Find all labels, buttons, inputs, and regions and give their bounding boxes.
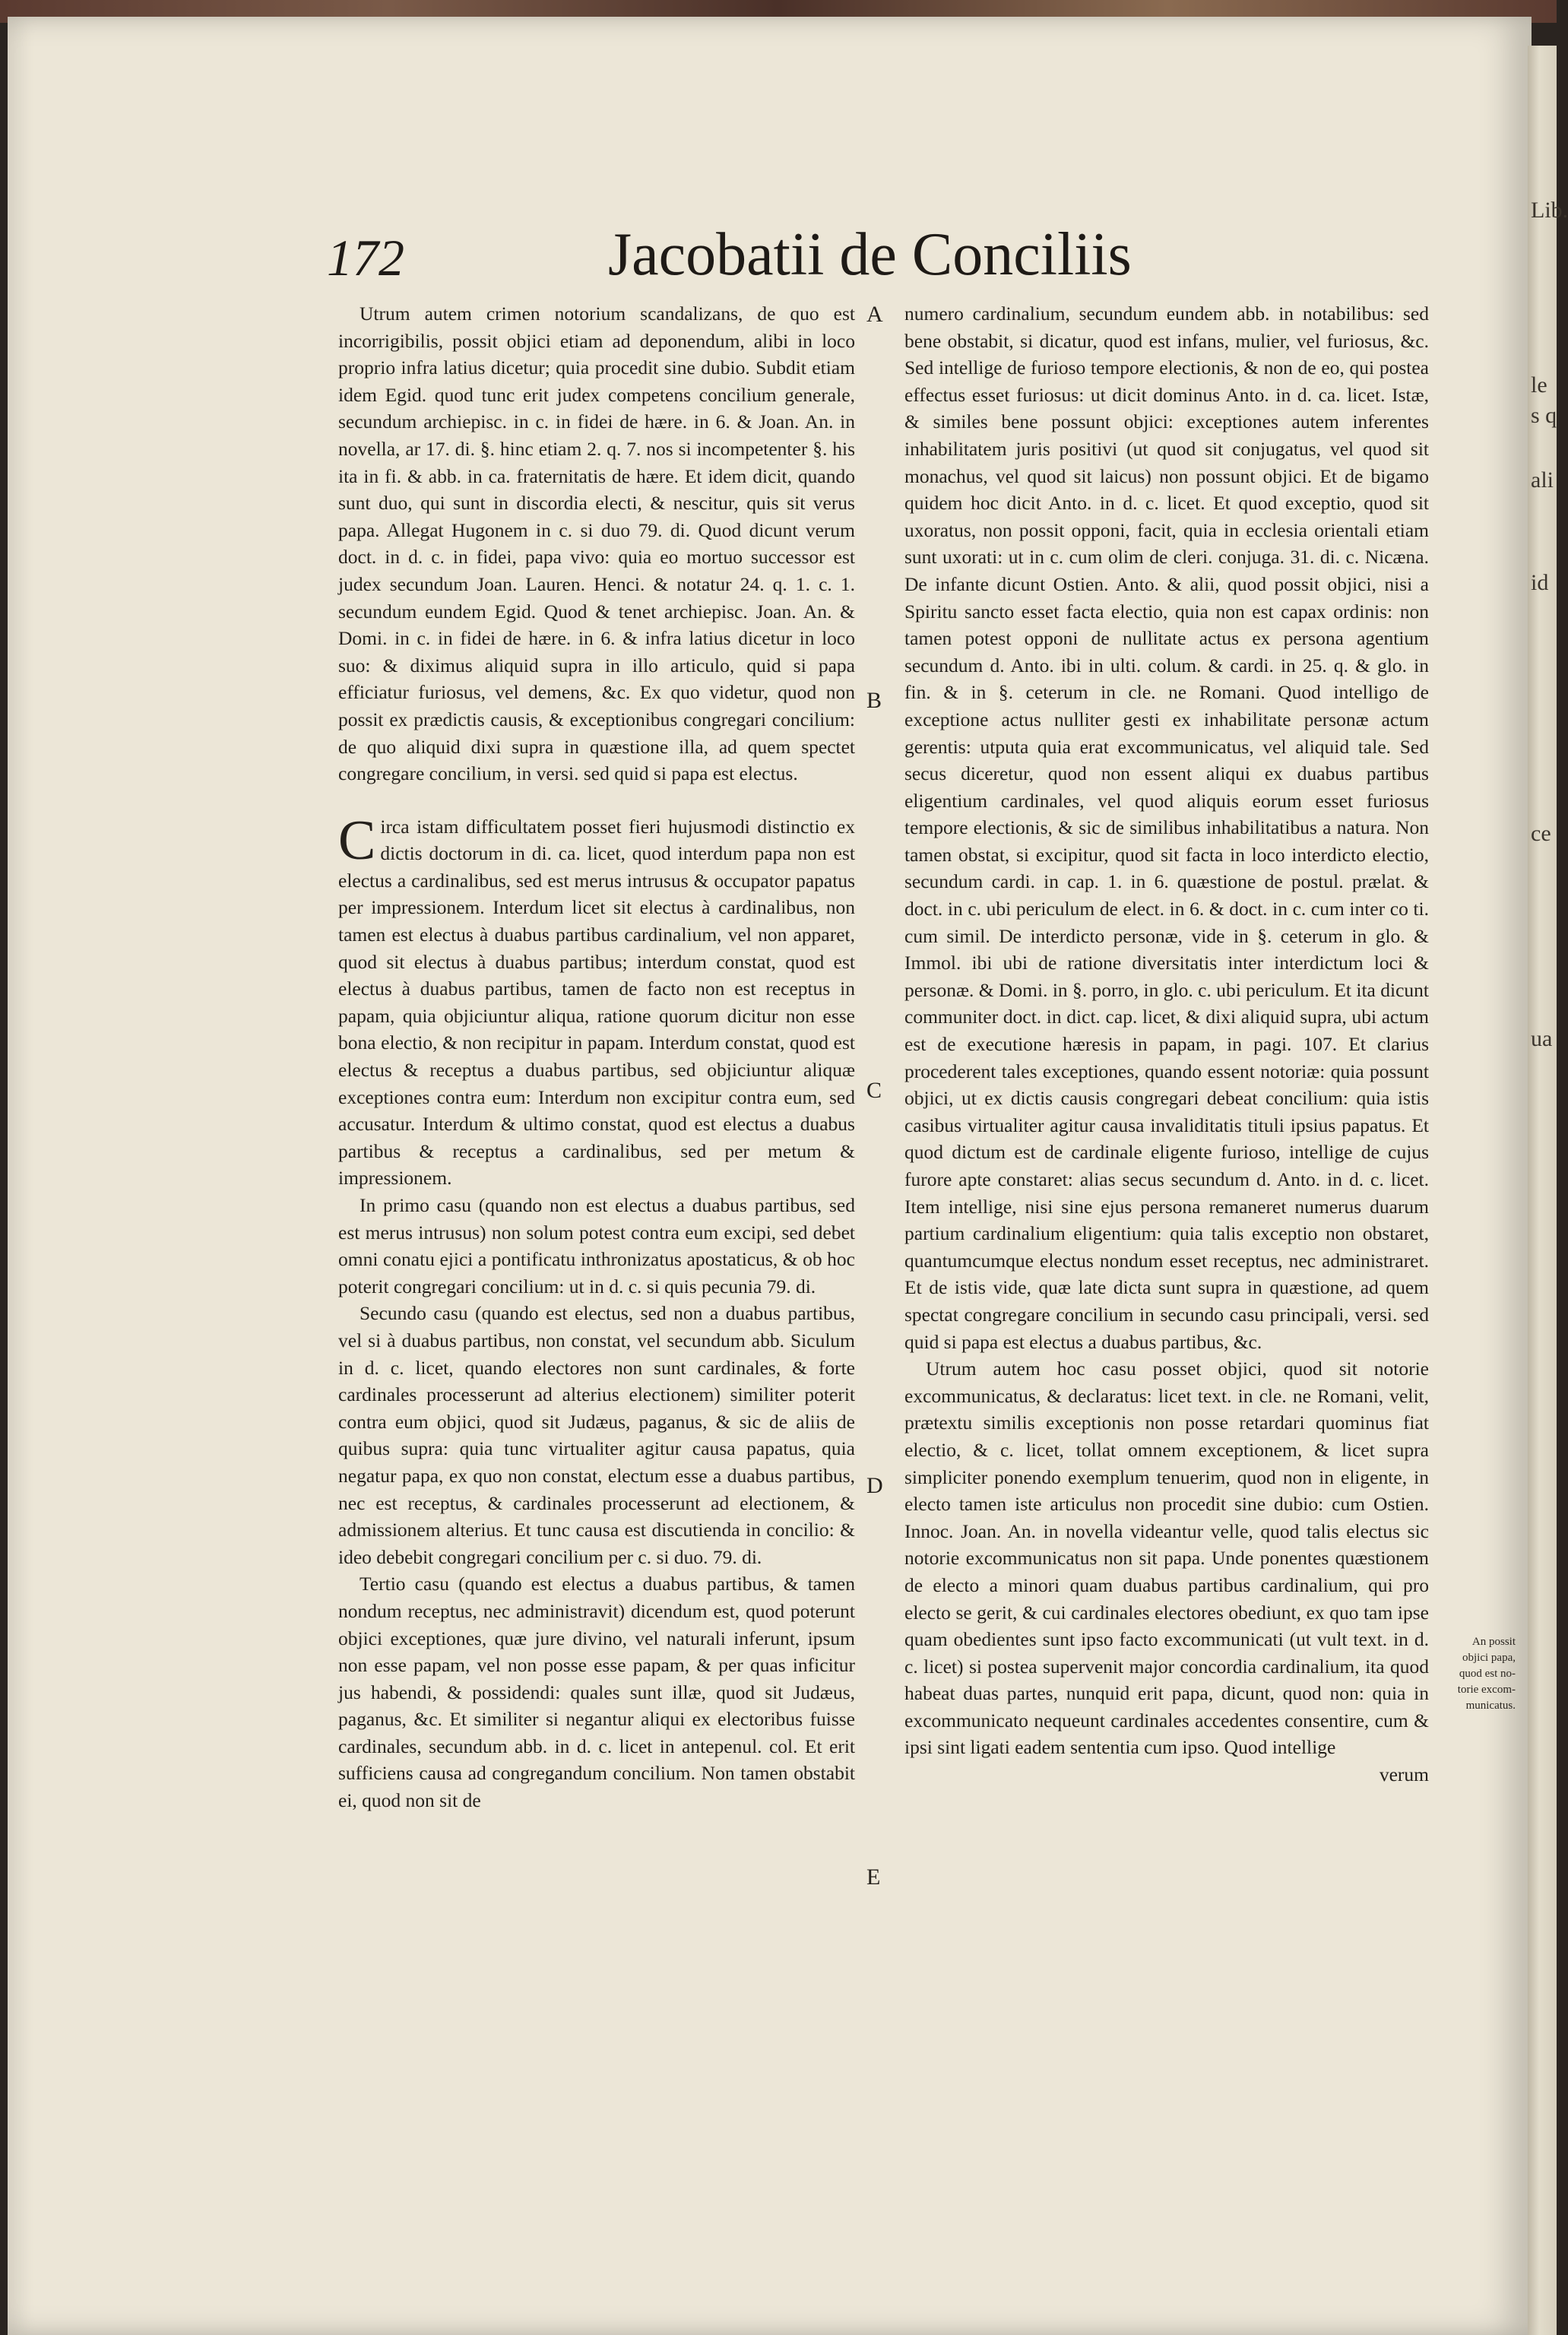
adjacent-page-fragment: le — [1531, 372, 1547, 398]
paragraph: Utrum autem hoc casu posset objici, quod sit notorie excommunicatus, & declaratus: licet text. in cle. ne Romani, velit, prætextu similis exceptionis non posse retardari quominus fiat electio, & c. licet, tollat omnem exceptionem, & licet supra simpliciter ponendo exemplum tenuerim, quod non in eligente, in electo tamen iste articulus non procedit sine dubio: cum Ostien. Innoc. Joan. An. in novella videantur velle, quod talis electus sic notorie excommunicatus non sit papa. Unde ponentes quæstionem de electo a minori quam duabus partibus cardinalium, qui pro electo se gerit, & cui cardinales electores obediunt, ex quo tam ipse quam obedientes sunt ipso facto excommunicati (ut vult text. in d. c. licet) si postea supervenit major concordia cardinalium, ita quod habeat duas partes, nunquid erit papa, dicunt, quod non: quia in excommunicato nequeunt cardinales accedentes consentire, cum & ipsi sint ligati eadem sententia cum ipso. Quod intellige — [904, 1358, 1429, 1759]
paragraph: Secundo casu (quando est electus, sed non a duabus partibus, vel si à duabus partibus, non constat, vel secundum abb. Siculum in d. c. licet, quando electores non sunt cardinales, & forte cardinales processerunt ad alterius electionem) similiter poterit contra eum objici, quod sit Judæus, paganus, & sic de aliis de quibus supra: quia tunc virtualiter agitur causa papatus, quia negatur papa, ex quo non constat, electum esse a duabus partibus, nec est receptus, & cardinales processerunt ad electionem, & admissionem alterius. Et tunc causa est discutienda in concilio: & ideo debebit congregari concilium per c. si duo. 79. di. — [338, 1302, 855, 1568]
margin-letter: B — [866, 688, 882, 713]
marginal-note-line: objici papa, — [1462, 1652, 1516, 1664]
paragraph: Utrum autem crimen notorium scandalizans, de quo est incorrigibilis, possit objici etiam ad deponendum, alibi in loco proprio infra latius dicetur; quia procedit sine dubio. Subdit etiam idem Egid. quod tunc erit judex competens concilium generale, secundum archiepisc. in c. in fidei de hære. in 6. & Joan. An. in novella, ar 17. di. §. hinc etiam 2. q. 7. nos si incompetenter §. his ita in fi. & abb. in ca. fraternitatis de hære. Et idem dicit, quando sunt duo, qui sunt in discordia electi, & nescitur, quis sit verus papa. Allegat Hugonem in c. si duo 79. di. Quod dicunt verum doct. in d. c. in fidei, papa vivo: quia eo mortuo successor est judex secundum Joan. Lauren. Henci. & notatur 24. q. 1. c. 1. secundum eundem Egid. Quod & tenet archiepisc. Joan. An. & Domi. in c. in fidei de hære. in 6. & infra latius dicetur in loco suo: & diximus aliquid supra in illo articulo, quid si papa efficiatur furiosus, vel demens, &c. Ex quo videtur, quod non possit ex prædictis causis, & exceptionibus congregari concilium: de quo aliquid dixi supra in quæstione illa, ad quem spectet congregare concilium, in versi. sed quid si papa est electus. — [338, 303, 855, 785]
catchword: verum — [1379, 1763, 1429, 1786]
marginal-note-line: quod est no- — [1459, 1668, 1516, 1680]
running-title: Jacobatii de Conciliis — [608, 221, 1132, 288]
margin-letter: A — [866, 302, 883, 327]
paragraph-with-initial — [338, 809, 855, 1192]
adjacent-page-fragment: s q — [1531, 403, 1557, 428]
paragraph: numero cardinalium, secundum eundem abb. in notabilibus: sed bene obstabit, si dicatur, quod est infans, mulier, vel furiosus, &c. Sed intellige de furioso tempore electionis, & non de eo, qui postea effectus esset furiosus: ut dicit dominus Anto. in d. ca. licet. Istæ, & similes bene possunt objici: exceptiones autem inferentes inhabilitatem juris positivi (ut quod sit conjugatus, vel quod sit monachus, vel quod sit laicus) non possunt objici. Et de bigamo quidem hoc dicit Anto. in d. c. licet. Et quod exceptio, quod sit uxoratus, non possit opponi, facit, quia in ecclesia orientali etiam sunt uxorati: ut in c. cum olim de cleri. conjuga. 31. di. c. Nicæna. De infante dicunt Ostien. Anto. & alii, quod possit objici, nisi a Spiritu sancto esset facta electio, quia non est capax ordinis: non tamen potest opponi de nullitate actus ex persona agentium secundum d. Anto. ibi in ulti. colum. & cardi. in 25. q. & glo. in fin. & in §. ceterum in cle. ne Romani. Quod intelligo de exceptione actus nulliter gesti ex inhabilitate personæ actum gerentis: utputa quia erat excommunicatus, vel aliquid tale. Sed secus diceretur, quod non essent aliqui ex duabus partibus eligentium cardinales, vel quod aliquis eorum esset furiosus tempore electionis, & sic de similibus inhabilitatibus a natura. Non tamen obstat, si excipitur, quod sit facta in loco interdicto electio, secundum cardi. in cap. 1. in 6. quæstione de postul. prælat. & doct. in c. ubi periculum de elect. in 6. & doct. in c. cum inter co ti. cum simil. De interdicto personæ, vide in §. ceterum in glo. & Immol. ibi ubi de ratione diversitatis inter interdictum loci & personæ. & Domi. in §. porro, in glo. c. ubi periculum. Et ita dicunt communiter doct. in dict. cap. licet, & dixi aliquid supra, ubi actum est de executione hæresis in papam, in pagi. 107. Et clarius procederent tales exceptiones, quando essent notoriæ: quia possunt objici, ut ex dictis causis congregari debeat concilium: quia istis casibus virtualiter agitur causa invaliditatis tituli ipsius papatus. Et quod dictum est de cardinale eligente furioso, intellige de cujus furore apte constaret: alias secus secundum d. Anto. in d. c. licet. Item intellige, nisi sine ejus persona remaneret numerus duarum partium cardinalium eligentium: quia talis exceptio non obstaret, quantumcumque electus nondum esset receptus, nec administraret. Et de istis vide, quæ late dicta sunt supra in quæstione, ad quem spectat congregare concilium in secundo casu principali, versi. sed quid si papa est electus a duabus partibus, &c. — [904, 303, 1429, 1353]
page-header — [327, 220, 1163, 304]
paragraph-text: irca istam difficultatem posset fieri hujusmodi distinctio ex dictis doctorum in di. ca. licet, quod interdum papa non est electus a cardinalibus, sed est merus intrusus & occupator papatus per impressionem. Interdum licet sit electus à cardinalibus, non tamen est electus à duabus partibus cardinalium, vel non apparet, quod sit electus à duabus partibus; interdum constat, quod est electus à duabus partibus, tamen de facto non est receptus in papam, quia objiciuntur aliqua, ratione quorum dicitur non esse bona electio, & non recipitur in papam. Interdum constat, quod est electus & receptus a duabus partibus, sed objiciuntur aliquæ exceptiones contra eum: Interdum non excipitur contra eum, sed accusatur. Interdum & ultimo constat, quod est electus a duabus partibus & receptus a cardinalibus, sed per metum & impressionem. — [338, 815, 855, 1190]
adjacent-page-fragment: ua — [1531, 1026, 1553, 1051]
right-text-column — [904, 300, 1429, 1788]
left-text-column — [338, 300, 855, 1814]
page-number: 172 — [327, 229, 404, 287]
initial-capital: C — [338, 809, 376, 872]
margin-letter: D — [866, 1473, 883, 1498]
marginal-note-line: municatus. — [1465, 1700, 1516, 1712]
adjacent-page-fragment: ali — [1531, 467, 1554, 493]
margin-letter: C — [866, 1078, 882, 1103]
adjacent-page-fragment: id — [1531, 570, 1549, 595]
paragraph: In primo casu (quando non est electus a duabus partibus, sed est merus intrusus) non solum potest contra eum excipi, sed debet omni conatu ejici a pontificatu inthronizatus apostaticus, & ob hoc poterit congregari concilium: ut in d. c. si quis pecunia 79. di. — [338, 1194, 855, 1297]
margin-letter: E — [866, 1865, 881, 1890]
adjacent-page-edge — [1528, 46, 1568, 2335]
marginal-note-line: An possit — [1471, 1636, 1516, 1648]
paragraph: Tertio casu (quando est electus a duabus partibus, & tamen nondum receptus, nec administravit) dicendum est, quod poterunt objici exceptiones, quæ jure divino, vel naturali inferunt, ipsum non esse papam, vel non posse esse papam, & per quas inficitur jus habendi, & possidendi: quales sunt illæ, quod sit Judæus, paganus, &c. Et similiter si negantur aliqui ex electoribus fuisse cardinales, secundum abb. in d. c. licet in antepenul. col. Et erit sufficiens causa ad congregandum concilium. Non tamen obstabit ei, quod non sit de — [338, 1573, 855, 1812]
adjacent-page-fragment: ce — [1531, 821, 1551, 846]
marginal-note-line: torie excom- — [1457, 1684, 1516, 1696]
adjacent-page-fragment: Lib. — [1531, 198, 1568, 223]
marginal-note — [1450, 1634, 1516, 1714]
